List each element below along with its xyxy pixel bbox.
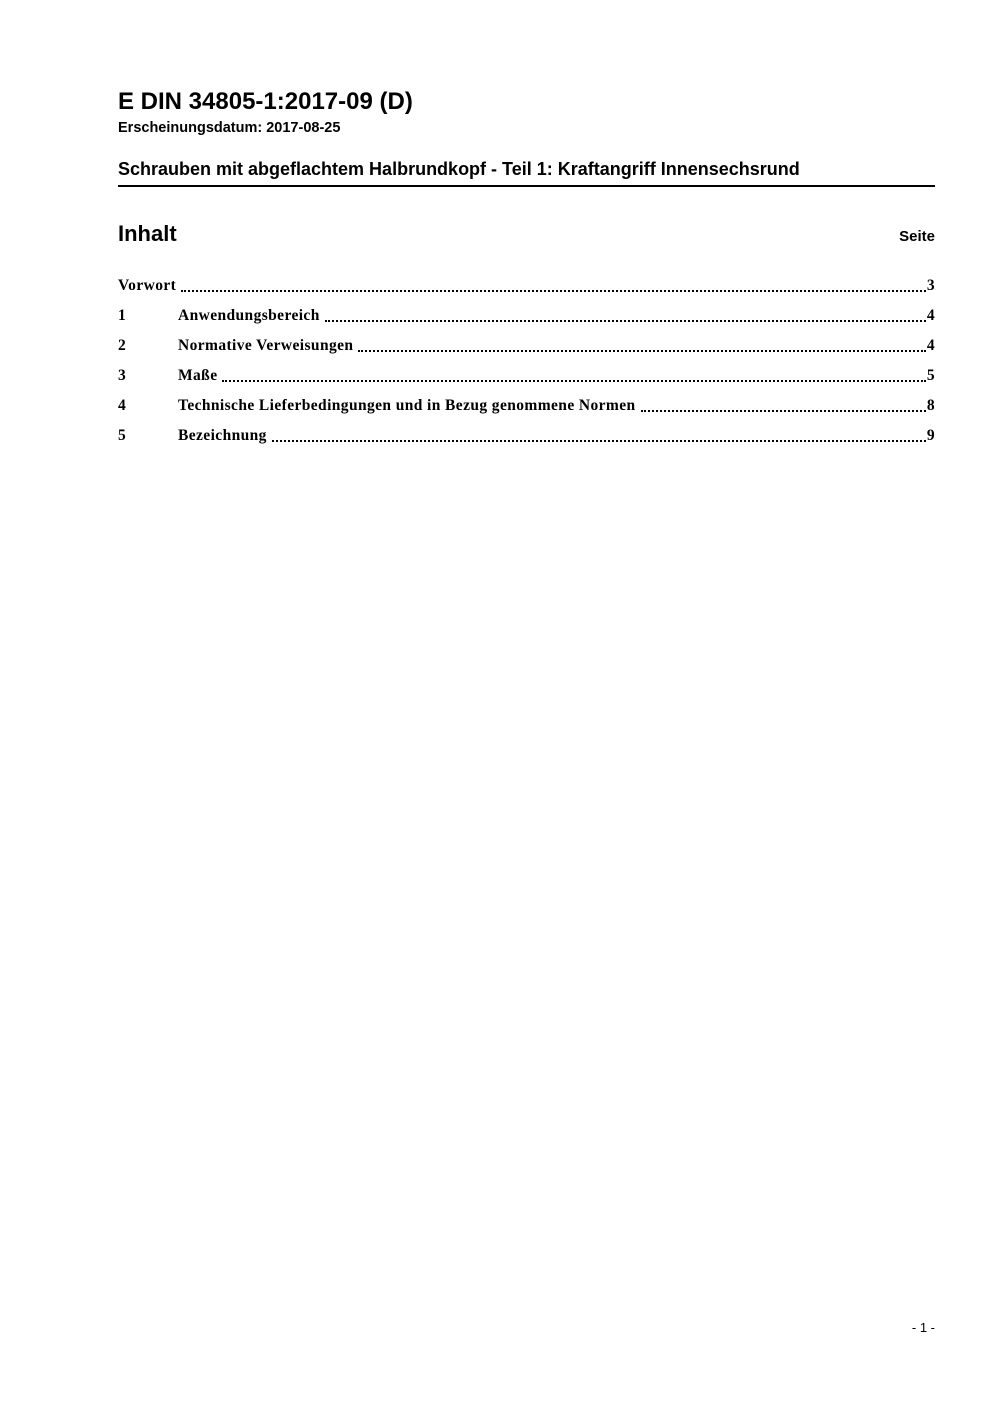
toc-entry-number: 3	[118, 367, 127, 384]
toc-entry-label: Bezeichnung	[178, 427, 267, 444]
toc-list	[118, 265, 935, 445]
dot-leader	[272, 440, 926, 442]
toc-heading: Inhalt	[118, 221, 177, 246]
toc-entry-number: 1	[118, 307, 127, 324]
toc-entry-vorwort	[118, 265, 935, 295]
document-title: Schrauben mit abgeflachtem Halbrundkopf - Teil 1: Kraftangriff Innensechsrund	[118, 159, 935, 187]
toc-entry-page: 5	[926, 367, 935, 384]
toc-entry-5	[118, 415, 935, 445]
toc-entry-number: 4	[118, 397, 127, 414]
toc-entry-label: Maße	[178, 367, 218, 384]
toc-entry-page: 3	[926, 277, 935, 294]
toc-entry-page: 4	[926, 337, 935, 354]
page-number: - 1 -	[911, 1320, 935, 1335]
toc-entry-label: Normative Verweisungen	[178, 337, 354, 354]
toc-entry-number: 5	[118, 427, 127, 444]
toc-entry-label: Anwendungsbereich	[178, 307, 320, 324]
toc-entry-2	[118, 325, 935, 355]
toc-entry-page: 9	[926, 427, 935, 444]
dot-leader	[325, 320, 926, 322]
toc-entry-number: 2	[118, 337, 127, 354]
document-header	[118, 88, 935, 187]
publication-date: Erscheinungsdatum: 2017-08-25	[118, 120, 341, 136]
document-number: E DIN 34805-1:2017-09 (D)	[118, 88, 413, 115]
toc-entry-page: 8	[926, 397, 935, 414]
dot-leader	[222, 380, 925, 382]
toc-entry-3	[118, 355, 935, 385]
toc-entry-label: Technische Lieferbedingungen und in Bezug genommene Normen	[178, 397, 636, 414]
toc-entry-label: Vorwort	[118, 277, 177, 294]
dot-leader	[358, 350, 925, 352]
dot-leader	[641, 410, 926, 412]
page-footer	[912, 1320, 935, 1336]
toc-header	[118, 221, 935, 247]
toc-page-column-label: Seite	[899, 228, 935, 245]
page-content	[118, 88, 935, 445]
dot-leader	[181, 290, 926, 292]
table-of-contents	[118, 221, 935, 445]
toc-entry-1	[118, 295, 935, 325]
toc-entry-4	[118, 385, 935, 415]
toc-entry-page: 4	[926, 307, 935, 324]
